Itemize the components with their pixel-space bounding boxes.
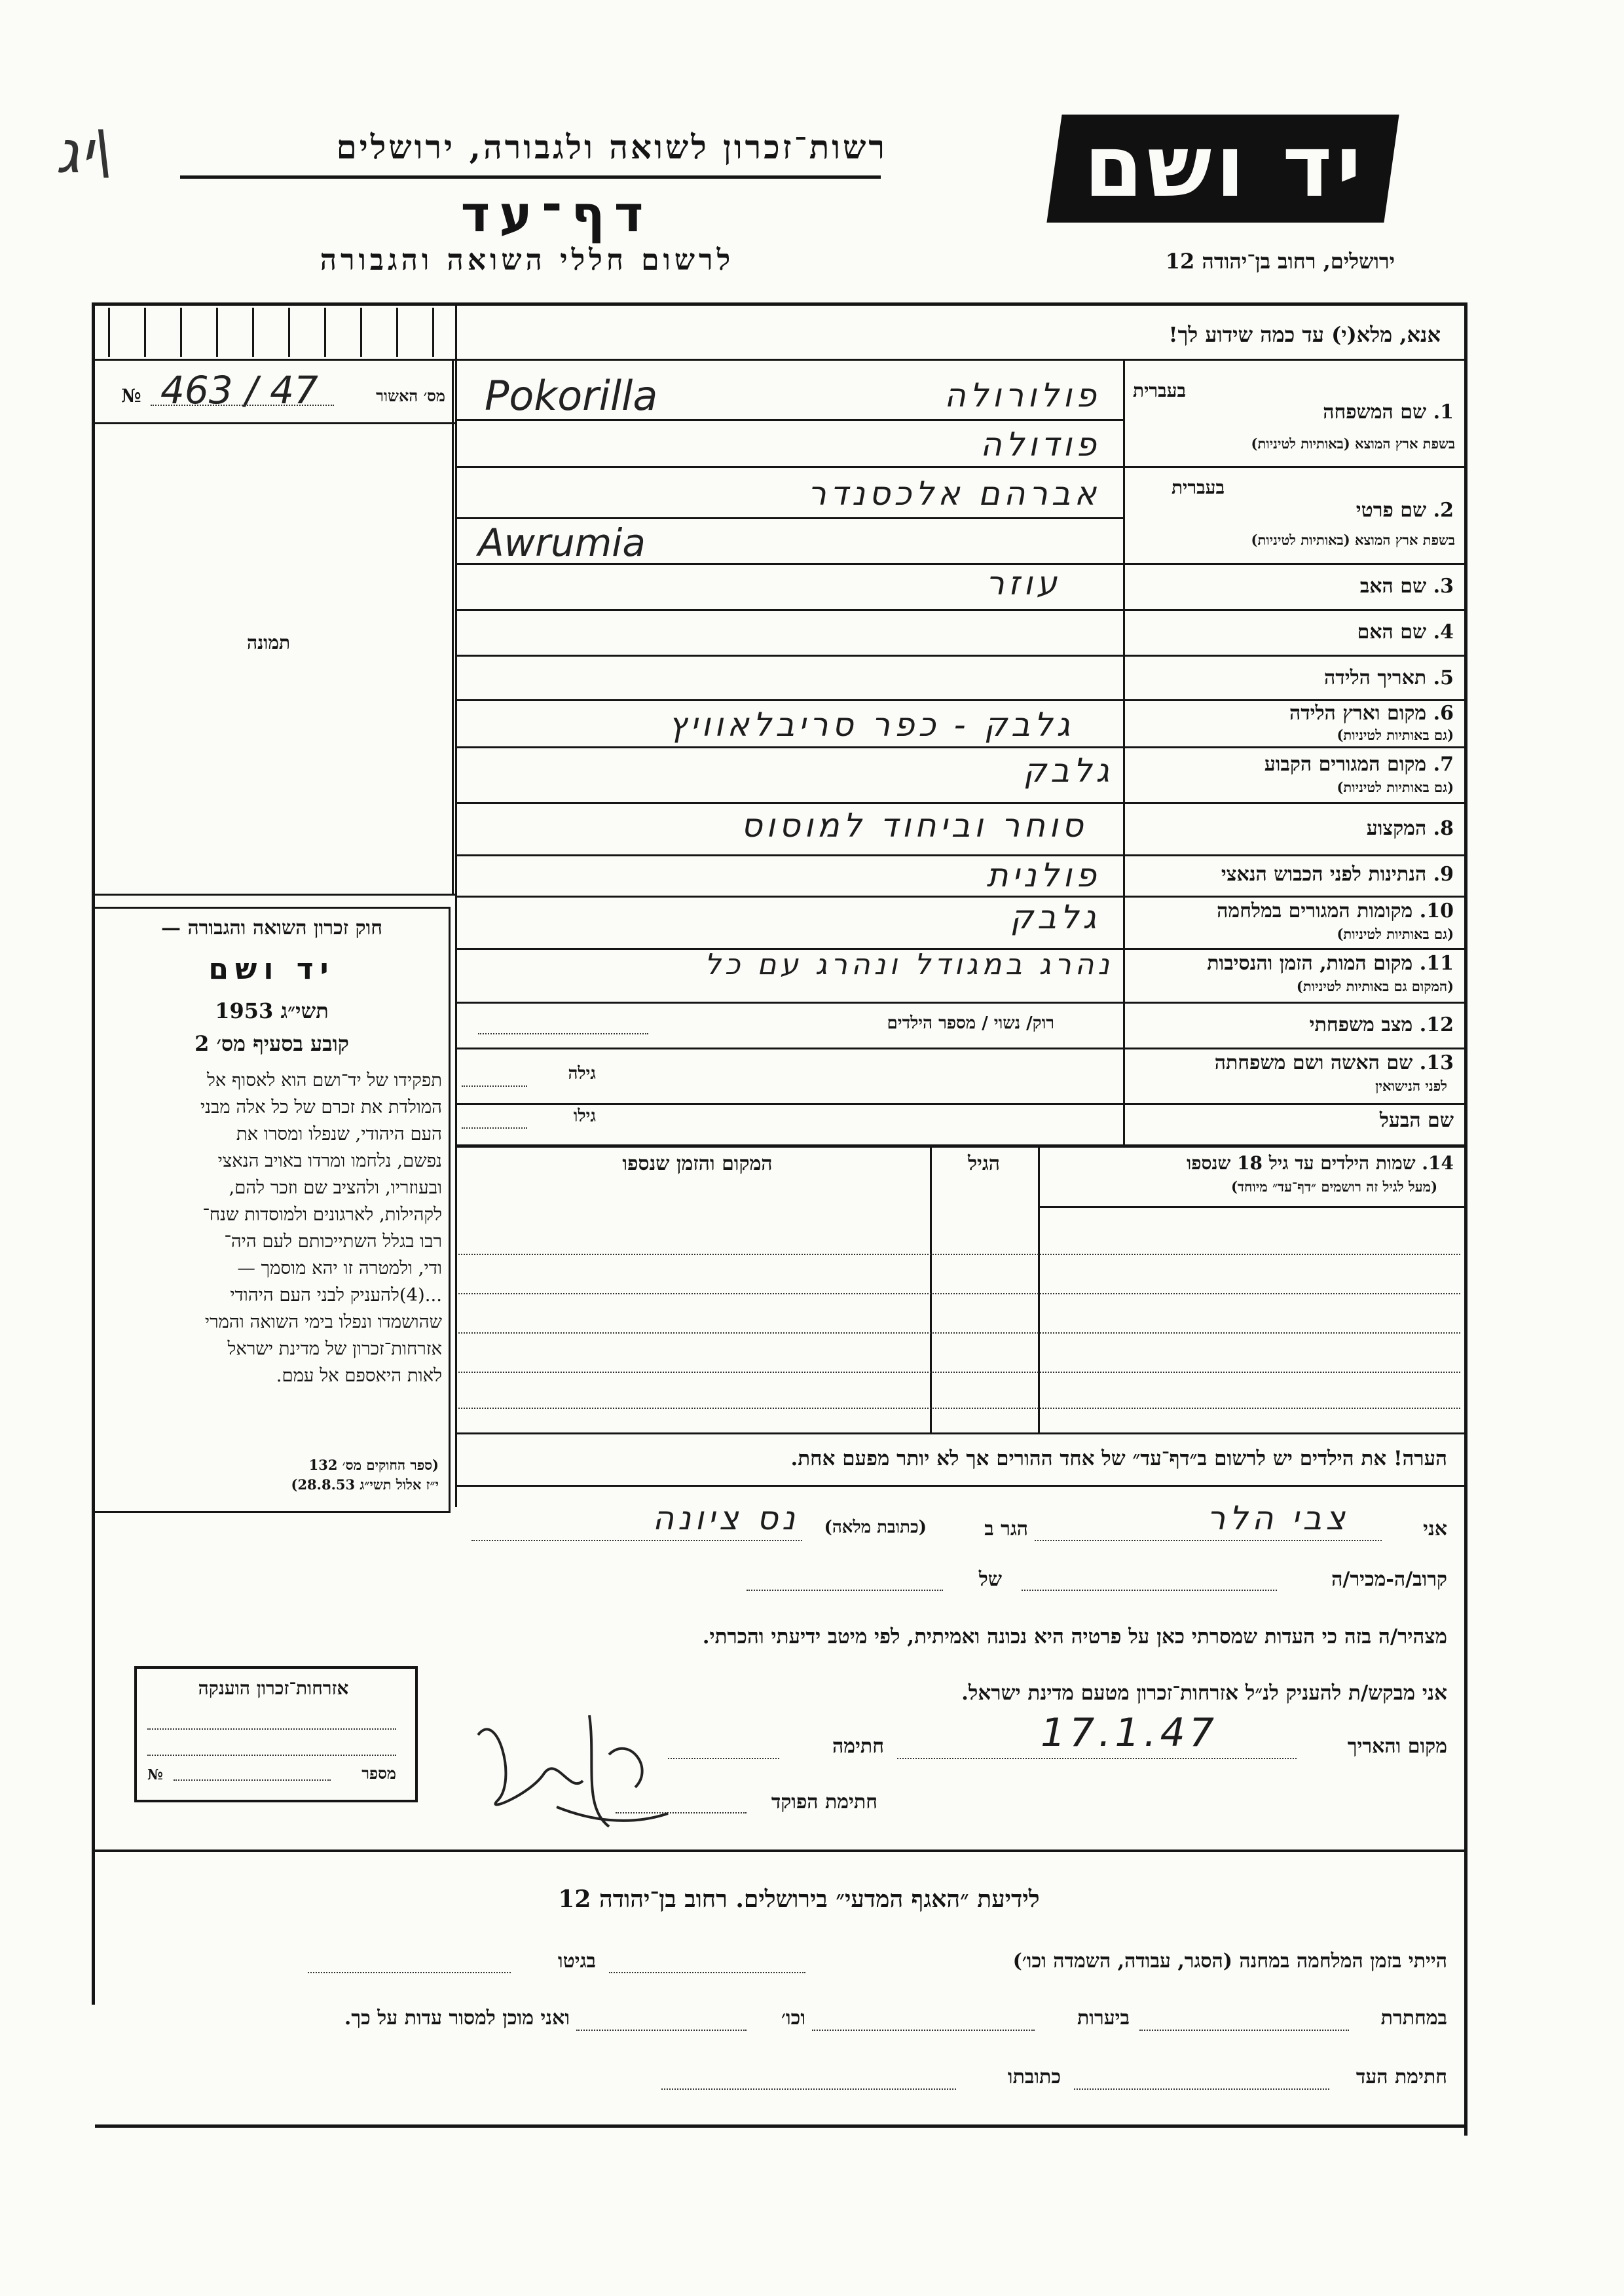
field-num: 14. xyxy=(1422,1152,1454,1174)
law-body xyxy=(105,1067,442,1389)
law-clause: קובע בסעיף מס׳ 2 xyxy=(194,1031,349,1056)
address: ירושלים, רחוב בן־יהודה 12 xyxy=(1165,249,1395,274)
field-5-label xyxy=(1231,666,1454,689)
field-11-sub: (המקום גם באותיות לטיניות) xyxy=(1296,978,1454,994)
info-title: לידיעת ״האגף המדעי״ בירושלים. רחוב בן־יהודה 12 xyxy=(558,1886,1040,1913)
wife-age-label: גילה xyxy=(568,1064,596,1084)
ruler-ticks xyxy=(108,308,449,357)
father-name: עוזר xyxy=(986,564,1061,602)
field-num: 6. xyxy=(1433,702,1454,725)
decl-official-signature: חתימת הפוקד xyxy=(771,1791,877,1813)
law-title: חוק זכרון השואה והגבורה — xyxy=(161,917,382,939)
reg-box-bottom xyxy=(95,422,455,424)
law-line: המולדת את זכרם של כל אלה מבני xyxy=(200,1097,442,1118)
decl-ani: אני xyxy=(1423,1518,1447,1540)
row-inner xyxy=(455,517,1123,519)
field-num: 12. xyxy=(1419,1013,1454,1036)
decl-signature-label: חתימה xyxy=(832,1735,884,1758)
law-line: ובעוזריו, ולהציב שם וזכר להם, xyxy=(229,1177,442,1198)
field-num: 4. xyxy=(1433,621,1454,644)
law-line: לאות היאספם אל עמם. xyxy=(276,1365,442,1386)
authority-name: רשות־זכרון לשואה ולגבורה, ירושלים xyxy=(336,128,887,166)
row-line xyxy=(455,1103,1464,1105)
info-line2-a: במחתרת xyxy=(1380,2007,1447,2030)
field-13-label xyxy=(1133,1051,1454,1074)
field-label-text: הנתינות לפני הכבוש הנאצי xyxy=(1221,863,1427,886)
citizenship-title: אזרחות־זכרון הוענקה xyxy=(198,1677,349,1699)
war-residence: גלבק xyxy=(1010,898,1100,936)
row-line xyxy=(455,655,1464,657)
children-row xyxy=(458,1293,1460,1294)
field-label-text: שם פרטי xyxy=(1356,499,1427,522)
decl-name-value: צבי הלר xyxy=(1207,1499,1349,1537)
children-row xyxy=(458,1254,1460,1255)
intro-text: אנא, מלא(י) עד כמה שידוע לך! xyxy=(1168,322,1441,347)
info-separator xyxy=(95,1850,1464,1852)
row-line xyxy=(455,1002,1464,1004)
children-header-name xyxy=(1044,1152,1454,1175)
info-line2-dots-c xyxy=(576,2030,747,2031)
field-label-text: מצב משפחתי xyxy=(1309,1013,1413,1036)
field-10-label xyxy=(1133,900,1454,922)
given-name-hebrew: אברהם אלכסנדר xyxy=(807,475,1100,513)
field-num: 7. xyxy=(1433,753,1454,776)
form-title: דף־עד xyxy=(460,185,653,243)
residence: גלבק xyxy=(1023,752,1113,790)
reg-box-top xyxy=(95,359,455,361)
decl-full-address: (כתובת מלאה) xyxy=(824,1518,927,1537)
field-7-sub: (גם באותיות לטיניות) xyxy=(1337,779,1454,795)
husband-age-label: גילו xyxy=(573,1106,596,1126)
given-name-latin: Awrumia xyxy=(478,520,646,565)
field-num: 8. xyxy=(1433,817,1454,840)
info-line3-a: חתימת העד xyxy=(1356,2066,1447,2088)
children-col-1 xyxy=(1038,1144,1040,1432)
law-line: נפשם, נלחמו ומרדו באויב הנאצי xyxy=(217,1150,442,1171)
photo-label: תמונה xyxy=(246,632,291,653)
field-12-label xyxy=(1231,1013,1454,1036)
decl-relative: קרוב/ה-מכיר/ה xyxy=(1331,1568,1447,1591)
info-line2-c: וכו׳ xyxy=(781,2007,805,2030)
reg-number-line xyxy=(151,405,334,406)
field-11-label xyxy=(1128,952,1454,975)
surname-hebrew: פולורולה xyxy=(944,376,1100,414)
citizenship-number-line xyxy=(174,1779,331,1781)
decl-place-date: מקום והאריך xyxy=(1347,1735,1447,1758)
children-row xyxy=(458,1408,1460,1409)
field-label-text: מקום וארץ הלידה xyxy=(1289,702,1427,725)
children-header-note: (מעל לגיל זה רושמים ״דף־עד״ מיוחד) xyxy=(1230,1178,1437,1195)
field-num: 9. xyxy=(1433,863,1454,886)
law-footer-1: (ספר החוקים מס׳ 132 xyxy=(308,1457,439,1473)
field-label-text: תאריך הלידה xyxy=(1324,666,1427,689)
decl-address-line xyxy=(471,1540,802,1541)
field-6-sub: (גם באותיות לטיניות) xyxy=(1337,727,1454,743)
law-line: אזרחות־זכרון של מדינת ישראל xyxy=(227,1338,442,1359)
children-header-bottom xyxy=(1038,1206,1464,1208)
marital-status-options: רוק/ נשוי / מספר הילדים xyxy=(887,1013,1054,1033)
citizenship-number-symbol: № xyxy=(147,1766,163,1783)
field-13-sub: לפני הנישואין xyxy=(1375,1078,1447,1094)
decl-address-value: נס ציונה xyxy=(652,1499,799,1537)
children-top xyxy=(455,1144,1464,1146)
intro-line xyxy=(455,359,1464,361)
children-title: שמות הילדים עד גיל 18 שנספו xyxy=(1187,1152,1416,1174)
field-4-label xyxy=(1231,621,1454,644)
field-1-sub: בשפת ארץ המוצא (באותיות לטיניות) xyxy=(1251,435,1455,452)
birthplace: גלבק - כפר סריבלאוויץ xyxy=(668,706,1074,744)
row-line xyxy=(455,746,1464,748)
field-label-text: מקומות המגורים במלחמה xyxy=(1217,900,1413,922)
row-line xyxy=(455,802,1464,804)
field-1-label xyxy=(1231,401,1454,424)
row-line xyxy=(455,896,1464,898)
field-label-text: מקום המגורים הקבוע xyxy=(1264,753,1427,776)
photo-box-right xyxy=(452,359,454,896)
law-logo: יד ושם xyxy=(208,953,335,986)
info-line1-a: הייתי בזמן המלחמה במחנה (הסגר, עבודה, השמדה וכו׳) xyxy=(1012,1950,1447,1973)
field-label-text: שם המשפחה xyxy=(1323,401,1427,424)
note-bottom xyxy=(455,1485,1464,1487)
info-line1-b: בגיטו xyxy=(557,1950,596,1973)
field-num: 1. xyxy=(1433,401,1454,424)
decl-resident: הגר ב xyxy=(984,1518,1028,1540)
info-line2-dots-a xyxy=(1139,2030,1349,2031)
children-bottom xyxy=(455,1432,1464,1434)
law-line: העם היהודי, שנפלו ומסרו את xyxy=(236,1123,442,1144)
row-line xyxy=(455,1048,1464,1049)
law-line: לקהילות, לארגונים ולמוסדות שנח־ xyxy=(202,1204,442,1225)
field-label-text: שם האשה ושם משפחתה xyxy=(1214,1051,1413,1074)
decl-date-value: 17.1.47 xyxy=(1040,1710,1218,1756)
frame-top xyxy=(92,302,1467,306)
children-col-2 xyxy=(930,1144,932,1432)
law-year: תשי״ג 1953 xyxy=(215,998,329,1023)
row-line xyxy=(455,699,1464,701)
frame-right xyxy=(1464,302,1467,2136)
law-line: ודי, ולמטרה זו יהא מוסמך — xyxy=(237,1258,442,1279)
field-num: 2. xyxy=(1433,499,1454,522)
logo-text: יד ושם xyxy=(1084,117,1365,216)
field-label-text: שם האם xyxy=(1357,621,1427,644)
field-label-text: מקום המות, הזמן והנסיבות xyxy=(1207,952,1413,975)
info-line2-dots-b xyxy=(812,2030,1035,2031)
frame-bottom xyxy=(95,2124,1467,2128)
info-line2-b: ביערות xyxy=(1077,2007,1130,2030)
field-num: 10. xyxy=(1419,900,1454,922)
field-num: 13. xyxy=(1419,1051,1454,1074)
citizenship-line xyxy=(147,1755,396,1756)
decl-relative-line xyxy=(1022,1590,1277,1591)
info-line3-dots-a xyxy=(1074,2088,1329,2090)
field-num: 3. xyxy=(1433,575,1454,598)
citizenship-number-label: מספר xyxy=(361,1764,396,1783)
decl-of: של xyxy=(978,1568,1002,1591)
field-lang-2: בעברית xyxy=(1171,477,1225,498)
authority-underline xyxy=(180,175,881,179)
citizenship: פולנית xyxy=(986,856,1100,894)
label-col-divider xyxy=(1123,359,1125,1144)
surname-latin: Pokorilla xyxy=(485,372,658,420)
corner-handwritten-mark: יג\ xyxy=(56,118,113,187)
field-2-sub: בשפת ארץ המוצא (באותיות לטיניות) xyxy=(1251,532,1455,548)
field-7-label xyxy=(1153,753,1454,776)
reg-number-value: 463 / 47 xyxy=(160,368,318,412)
decl-statement: מצהיר/ה בזה כי העדות שמסרתי כאן על פרטיה היא נכונה ואמיתית, לפי מיטב ידיעתי והכרתי. xyxy=(702,1625,1447,1649)
field-3-label xyxy=(1231,575,1454,598)
children-row xyxy=(458,1372,1460,1373)
field-10-sub: (גם באותיות לטיניות) xyxy=(1337,926,1454,942)
info-line1-dots-a xyxy=(609,1972,805,1973)
husband-age-line xyxy=(462,1127,527,1129)
photo-box-bottom xyxy=(95,894,455,896)
children-header-age: הגיל xyxy=(967,1152,1001,1175)
law-line: רבו בגלל השתייכותם לעם היה־ xyxy=(224,1231,442,1252)
info-line3-dots-b xyxy=(661,2088,956,2090)
field-6-label xyxy=(1153,702,1454,725)
husband-label: שם הבעל xyxy=(1379,1109,1454,1132)
children-note: הערה! את הילדים יש לרשום ב״דף־עד״ של אחד ההורים אך לא יותר מפעם אחת. xyxy=(790,1447,1447,1470)
field-9-label xyxy=(1133,863,1454,886)
form-subtitle: לרשום חללי השואה והגבורה xyxy=(320,244,735,277)
field-label-text: המקצוע xyxy=(1366,817,1427,840)
left-col-divider xyxy=(455,302,457,1507)
field-num: 11. xyxy=(1419,952,1454,975)
law-line: שהושמדו ונפלו בימי השואה והמרי xyxy=(204,1311,442,1332)
field-lang-1: בעברית xyxy=(1133,380,1187,401)
death-place: נהרג במגודל ונהרג עם כל xyxy=(704,948,1113,981)
citizenship-line xyxy=(147,1728,396,1730)
law-footer-2: י״ז אלול תשי״ג 28.8.53) xyxy=(291,1476,439,1493)
info-line3-b: כתובתו xyxy=(1007,2066,1061,2088)
decl-name-line xyxy=(1035,1540,1382,1541)
field-label-text: שם האב xyxy=(1359,575,1427,598)
occupation: סוחר וביחוד למוסוס xyxy=(741,807,1087,845)
field-num: 5. xyxy=(1433,666,1454,689)
law-line: תפקידו של יד־ושם הוא לאסוף אל xyxy=(206,1070,442,1091)
children-header-place: המקום והזמן שנספו xyxy=(622,1152,773,1175)
field-8-label xyxy=(1231,817,1454,840)
decl-date-line xyxy=(897,1758,1297,1759)
marital-dots xyxy=(478,1033,648,1034)
wife-age-line xyxy=(462,1085,527,1087)
reg-number-label: מס׳ האשור xyxy=(376,386,445,405)
decl-of-line xyxy=(747,1590,943,1591)
children-row xyxy=(458,1332,1460,1334)
witness-signature xyxy=(458,1696,694,1846)
info-line1-dots-b xyxy=(308,1972,511,1973)
row-line xyxy=(455,609,1464,611)
reg-number-symbol: № xyxy=(121,385,141,407)
decl-request: אני מבקש/ת להעניק לנ״ל אזרחות־זכרון מטעם מדינת ישראל. xyxy=(961,1681,1447,1705)
law-line: ...(4)להעניק לבני העם היהודי xyxy=(230,1285,442,1305)
info-line2-d: ואני מוכן למסור עדות על כך. xyxy=(344,2007,570,2030)
field-2-label xyxy=(1231,499,1454,522)
surname-second: פודולה xyxy=(980,426,1100,464)
row-line xyxy=(455,466,1464,468)
